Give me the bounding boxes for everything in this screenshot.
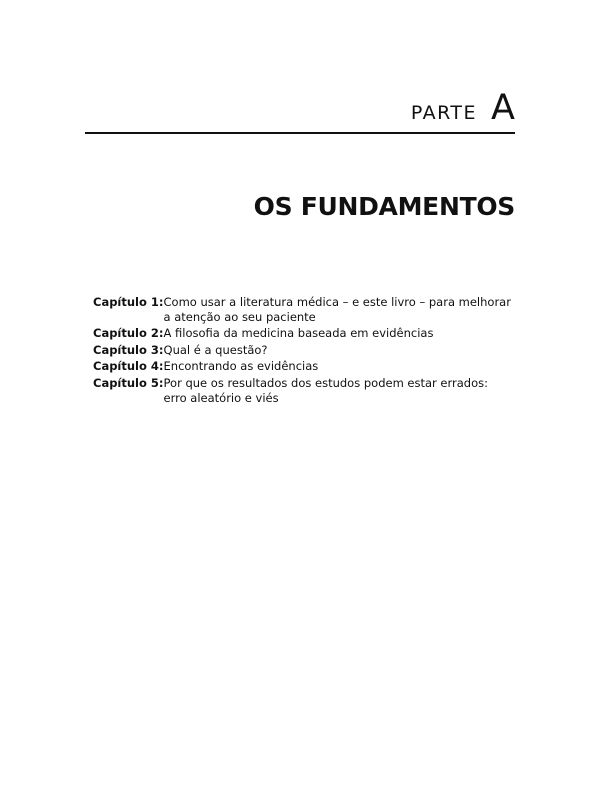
chapter-number: Capítulo 3:: [93, 342, 164, 357]
chapter-item: [93, 295, 513, 324]
part-word: PARTE: [410, 102, 478, 124]
part-label: [411, 88, 515, 128]
part-header: [85, 86, 515, 134]
chapter-item: [93, 359, 513, 374]
part-letter: A: [491, 88, 515, 128]
chapter-title: A filosofia da medicina baseada em evidências: [163, 326, 434, 341]
chapter-item: [93, 376, 513, 405]
chapter-number: Capítulo 5:: [93, 375, 164, 390]
chapter-title: Por que os resultados dos estudos podem estar errados: erro aleatório e viés: [163, 375, 489, 405]
chapter-number: Capítulo 1:: [93, 295, 164, 309]
chapter-item: [93, 343, 513, 358]
chapter-title: Qual é a questão?: [163, 342, 268, 357]
chapter-number: Capítulo 4:: [93, 359, 164, 374]
chapter-list: [93, 295, 513, 407]
section-title: OS FUNDAMENTOS: [253, 192, 515, 221]
chapter-title: Como usar a literatura médica – e este livro – para melhorar a atenção ao seu paciente: [163, 295, 511, 324]
chapter-item: [93, 326, 513, 341]
chapter-title: Encontrando as evidências: [163, 359, 319, 374]
chapter-number: Capítulo 2:: [93, 326, 164, 341]
